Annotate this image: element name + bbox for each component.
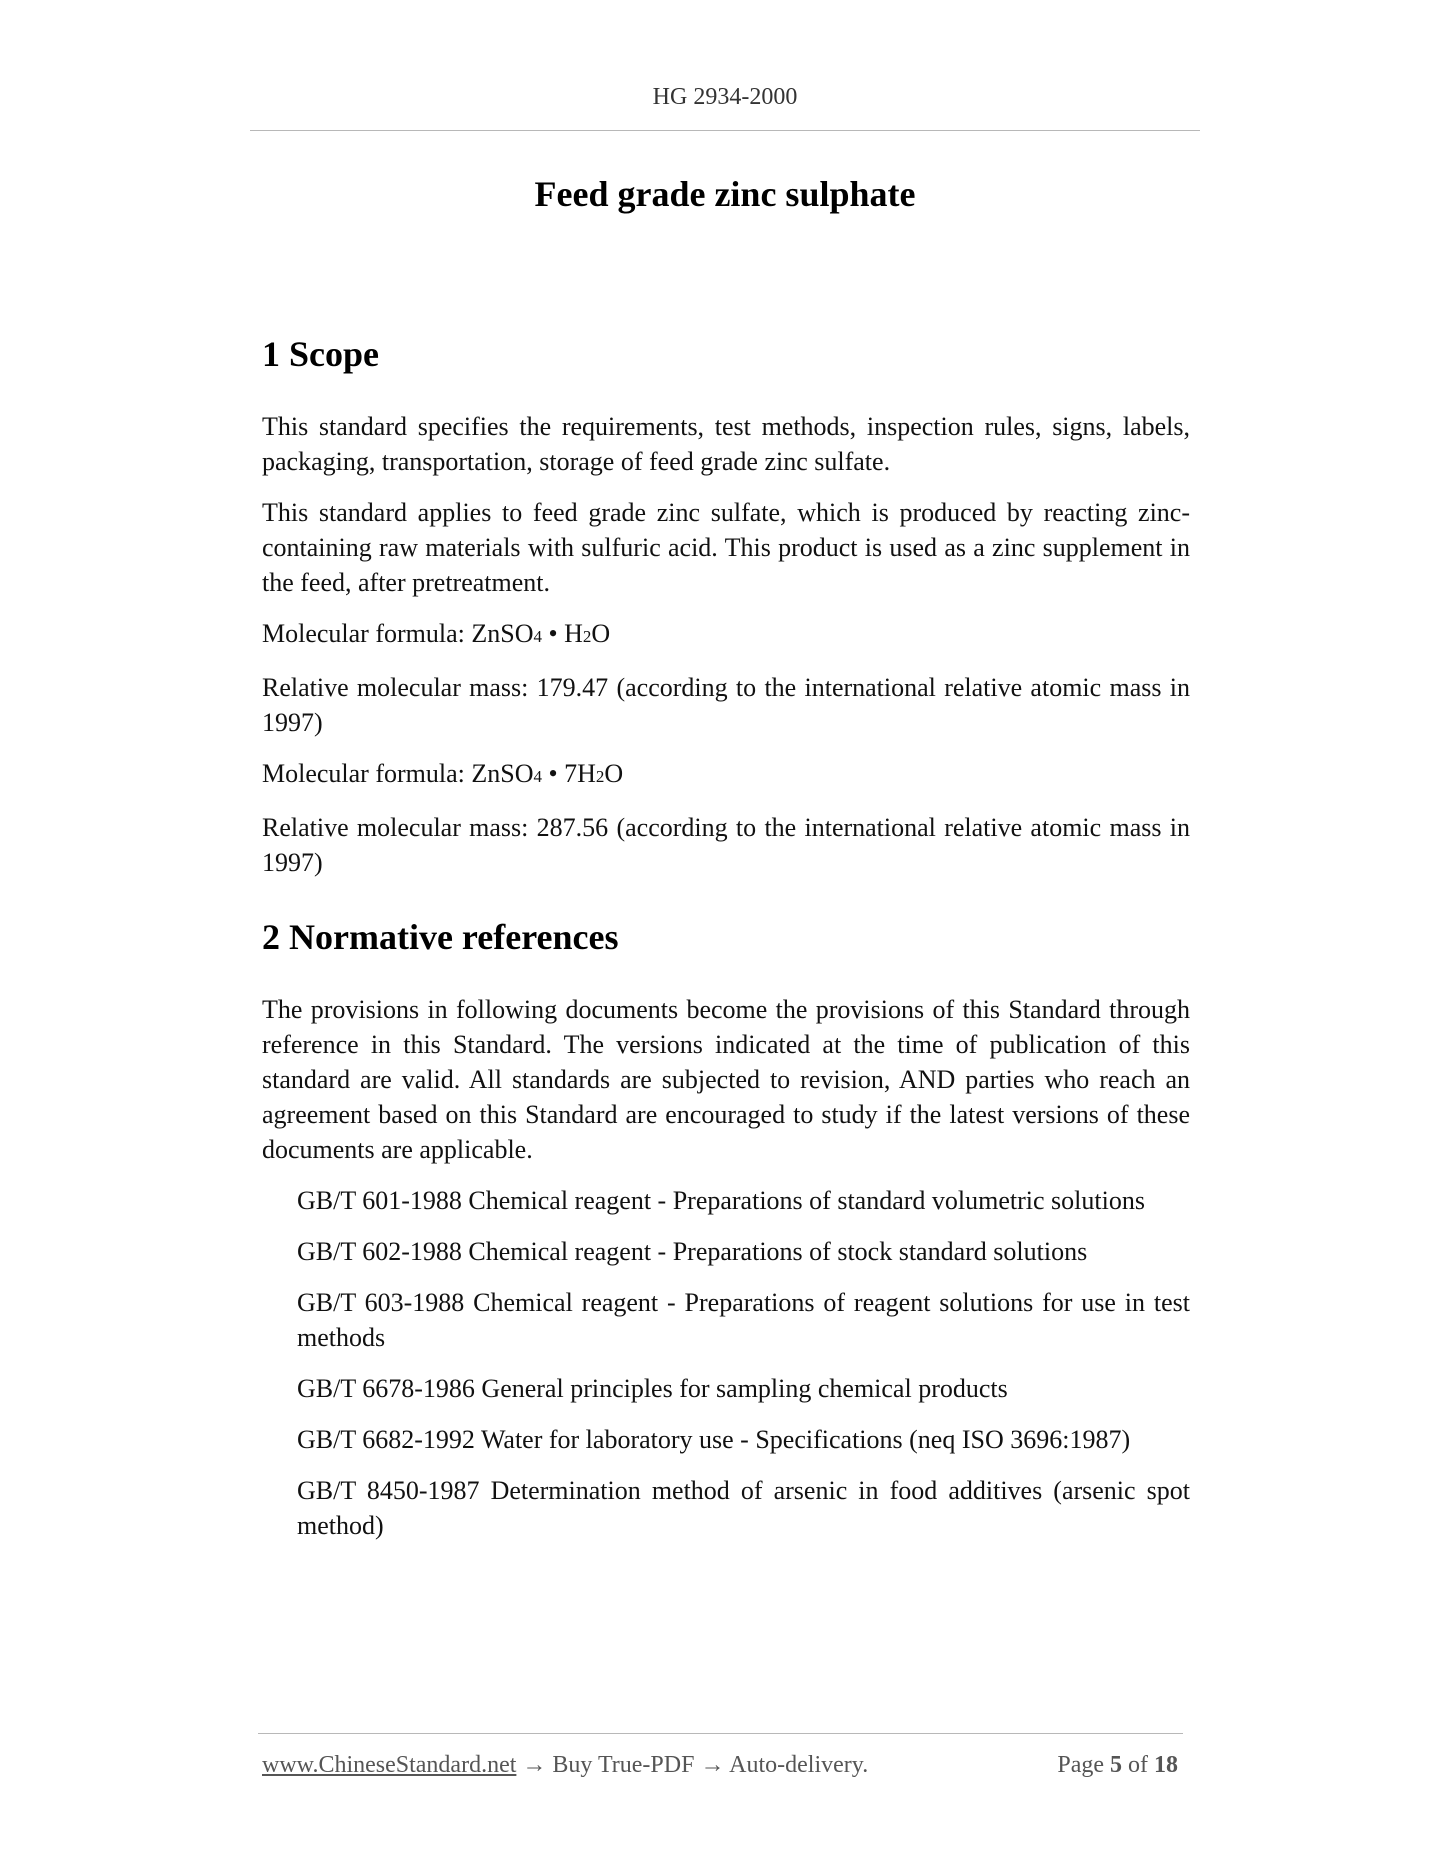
- section-heading-scope: 1 Scope: [262, 334, 379, 374]
- scope-paragraph-1: This standard specifies the requirements, test methods, inspection rules, signs, labels, packaging, transportation, storage of feed grade zinc sulfate.: [262, 412, 1190, 476]
- document-title: Feed grade zinc sulphate: [534, 174, 916, 214]
- molecular-mass-1: Relative molecular mass: 179.47 (according to the international relative atomic mass in 1997): [262, 673, 1190, 737]
- molecular-formula-2: Molecular formula: ZnSO4 • 7H2O: [262, 759, 624, 788]
- reference-item: GB/T 601-1988 Chemical reagent - Preparations of standard volumetric solutions: [297, 1186, 1145, 1215]
- reference-item: GB/T 8450-1987 Determination method of arsenic in food additives (arsenic spot method): [297, 1476, 1190, 1540]
- section-heading-normative-references: 2 Normative references: [262, 917, 619, 957]
- header-divider: [250, 130, 1200, 131]
- molecular-formula-1: Molecular formula: ZnSO4 • H2O: [262, 619, 611, 648]
- website-link[interactable]: www.ChineseStandard.net: [262, 1752, 517, 1778]
- reference-item: GB/T 603-1988 Chemical reagent - Preparations of reagent solutions for use in test methods: [297, 1288, 1190, 1352]
- molecular-mass-2: Relative molecular mass: 287.56 (according to the international relative atomic mass in 1997): [262, 813, 1190, 877]
- arrow-right-icon: →: [700, 1752, 725, 1778]
- reference-item: GB/T 6678-1986 General principles for sampling chemical products: [297, 1374, 1008, 1403]
- auto-delivery-text: Auto-delivery.: [729, 1752, 869, 1778]
- page-indicator: Page 5 of 18: [1057, 1752, 1178, 1778]
- footer-links: [262, 1752, 868, 1779]
- arrow-right-icon: →: [522, 1752, 547, 1778]
- footer-divider: [258, 1733, 1183, 1734]
- reference-item: GB/T 602-1988 Chemical reagent - Preparations of stock standard solutions: [297, 1237, 1088, 1266]
- scope-paragraph-2: This standard applies to feed grade zinc sulfate, which is produced by reacting zinc-containing raw materials with sulfuric acid. This product is used as a zinc supplement in the feed, after pretreatment.: [262, 498, 1190, 597]
- current-page-number: 5: [1110, 1752, 1122, 1778]
- buy-pdf-text: Buy True-PDF: [552, 1752, 695, 1778]
- references-intro-paragraph: The provisions in following documents become the provisions of this Standard through reference in this Standard. The versions indicated at the time of publication of this standard are valid. All standards are subjected to revision, AND parties who reach an agreement based on this Standard are encouraged to study if the latest versions of these documents are applicable.: [262, 995, 1190, 1164]
- total-pages-number: 18: [1154, 1752, 1178, 1778]
- document-body: [262, 330, 1190, 1543]
- document-code: HG 2934-2000: [652, 84, 798, 110]
- reference-item: GB/T 6682-1992 Water for laboratory use - Specifications (neq ISO 3696:1987): [297, 1425, 1131, 1454]
